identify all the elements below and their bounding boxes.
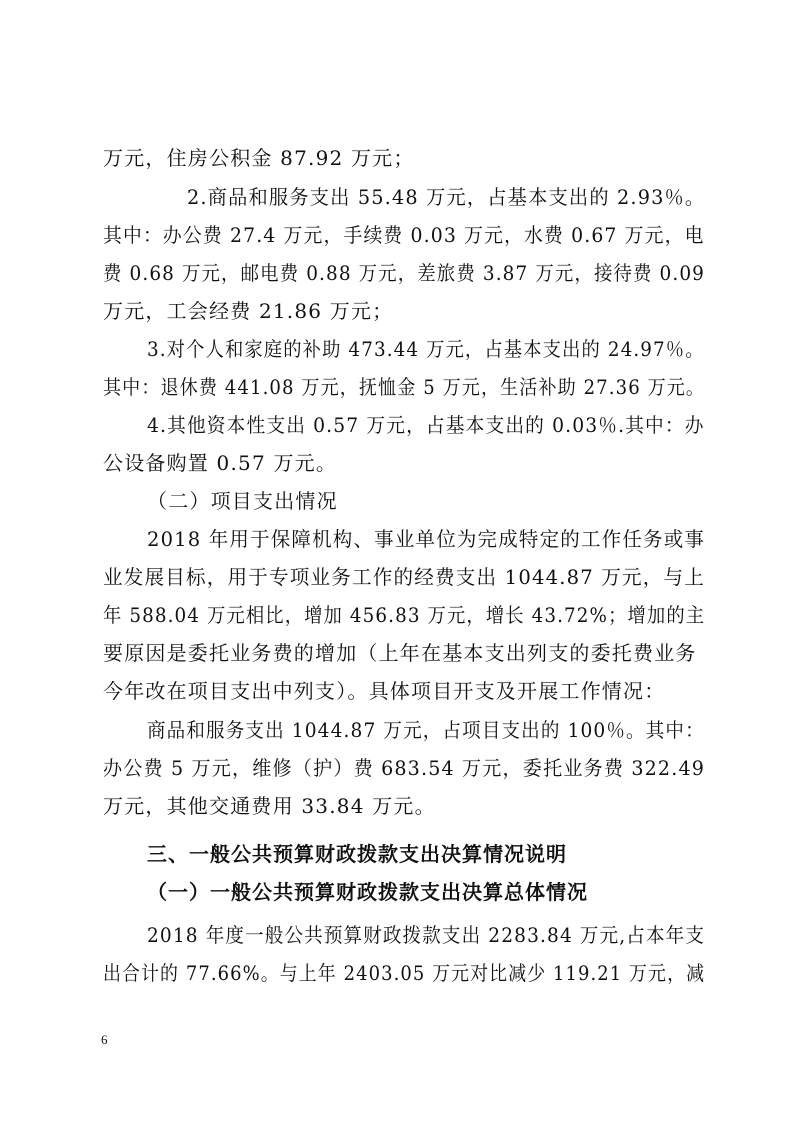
text-line-18: 万元，其他交通费用 33.84 万元。: [103, 794, 436, 818]
text-line-5: 万元，工会经费 21.86 万元；: [103, 299, 394, 323]
text-line-2: 2.商品和服务支出 55.48 万元，占基本支出的 2.93％。: [187, 185, 706, 209]
text-line-4: 费 0.68 万元，邮电费 0.88 万元，差旅费 3.87 万元，接待费 0.09: [103, 261, 706, 285]
text-line-7: 其中：退休费 441.08 万元，抚恤金 5 万元，生活补助 27.36 万元。: [103, 375, 706, 399]
subsection-heading-overall: （一）一般公共预算财政拨款支出决算总体情况: [147, 880, 588, 904]
page-number: 6: [101, 1032, 108, 1047]
text-line-12: 业发展目标，用于专项业务工作的经费支出 1044.87 万元，与上: [103, 565, 706, 589]
text-line-13: 年 588.04 万元相比，增加 456.83 万元，增长 43.72%；增加的主: [103, 603, 706, 627]
text-line-15: 今年改在项目支出中列支）。具体项目开支及开展工作情况：: [103, 679, 666, 703]
section-heading-general-budget: 三、一般公共预算财政拨款支出决算情况说明: [147, 842, 567, 866]
text-line-17: 办公费 5 万元，维修（护）费 683.54 万元，委托业务费 322.49: [103, 756, 706, 780]
text-line-22: 出合计的 77.66%。与上年 2403.05 万元对比减少 119.21 万元，减: [103, 961, 706, 985]
text-line-1: 万元，住房公积金 87.92 万元；: [103, 146, 415, 170]
text-line-9: 公设备购置 0.57 万元。: [103, 451, 338, 475]
text-line-11: 2018 年用于保障机构、事业单位为完成特定的工作任务或事: [147, 527, 706, 551]
text-line-6: 3.对个人和家庭的补助 473.44 万元，占基本支出的 24.97％。: [147, 337, 705, 361]
text-line-8: 4.其他资本性支出 0.57 万元，占基本支出的 0.03％.其中：办: [147, 413, 705, 437]
text-line-14: 要原因是委托业务费的增加（上年在基本支出列支的委托费业务: [103, 641, 697, 665]
section-heading-project-spending: （二）项目支出情况: [147, 489, 338, 513]
text-line-3: 其中：办公费 27.4 万元，手续费 0.03 万元，水费 0.67 万元，电: [103, 223, 705, 247]
text-line-21: 2018 年度一般公共预算财政拨款支出 2283.84 万元,占本年支: [147, 923, 706, 947]
text-line-16: 商品和服务支出 1044.87 万元，占项目支出的 100％。其中：: [147, 718, 705, 742]
